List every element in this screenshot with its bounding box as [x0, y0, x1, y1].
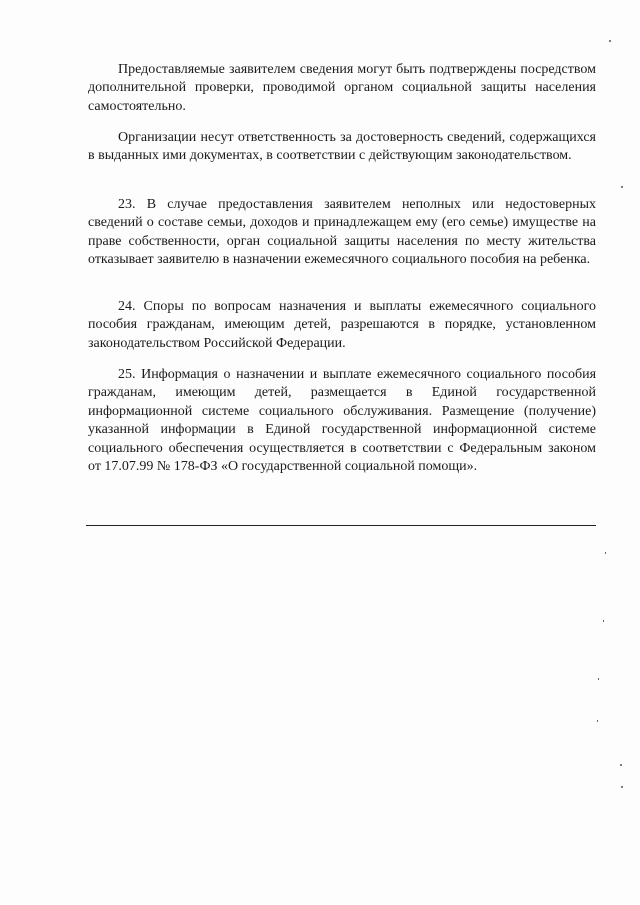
scan-speck [597, 720, 598, 722]
paragraph-number: 25. [118, 367, 136, 382]
paragraph-text [88, 366, 596, 476]
paragraph-body: Споры по вопросам назначения и выплаты ежемесячного социального пособия гражданам, имеющим детей, разрешаются в порядке, установленном законодательством Российской Федерации. [88, 299, 596, 351]
paragraph-verification [88, 61, 596, 116]
end-of-text-rule [86, 525, 596, 526]
paragraph-number: 24. [118, 299, 136, 314]
scan-speck [620, 764, 622, 766]
scan-speck [598, 678, 599, 680]
paragraph-text [88, 298, 596, 353]
paragraph-body: В случае предоставления заявителем неполных или недостоверных сведений о составе семьи, доходов и принадлежащем ему (его семье) имуществе на праве собственности, орган социальной защиты населения по месту жительства отказывает заявителю в назначении ежемесячного социального пособия на ребенка. [88, 197, 596, 268]
paragraph-25 [88, 366, 596, 476]
paragraph-text [88, 61, 596, 116]
scan-speck [621, 186, 623, 188]
paragraph-23 [88, 196, 596, 270]
scan-speck [609, 40, 611, 42]
paragraph-text [88, 196, 596, 270]
paragraph-text [88, 129, 596, 166]
paragraph-body: Предоставляемые заявителем сведения могут быть подтверждены посредством дополнительной проверки, проводимой органом социальной защиты населения самостоятельно. [88, 62, 596, 114]
paragraph-body: Информация о назначении и выплате ежемесячного социального пособия гражданам, имеющим детей, размещается в Единой государственной информационной системе социального обслуживания. Размещение (получение) указанной информации в Единой государственной информационной системе социального обеспечения осуществляется в соответствии с Федеральным законом от 17.07.99 № 178-ФЗ «О государственной социальной помощи». [88, 367, 597, 475]
scan-speck [621, 786, 623, 788]
paragraph-24 [88, 298, 596, 353]
scan-speck [603, 620, 604, 622]
paragraph-responsibility [88, 129, 596, 166]
paragraph-body: Организации несут ответственность за достоверность сведений, содержащихся в выданных ими документах, в соответствии с действующим законодательством. [88, 130, 596, 164]
scan-speck [605, 552, 606, 554]
paragraph-number: 23. [118, 197, 136, 212]
